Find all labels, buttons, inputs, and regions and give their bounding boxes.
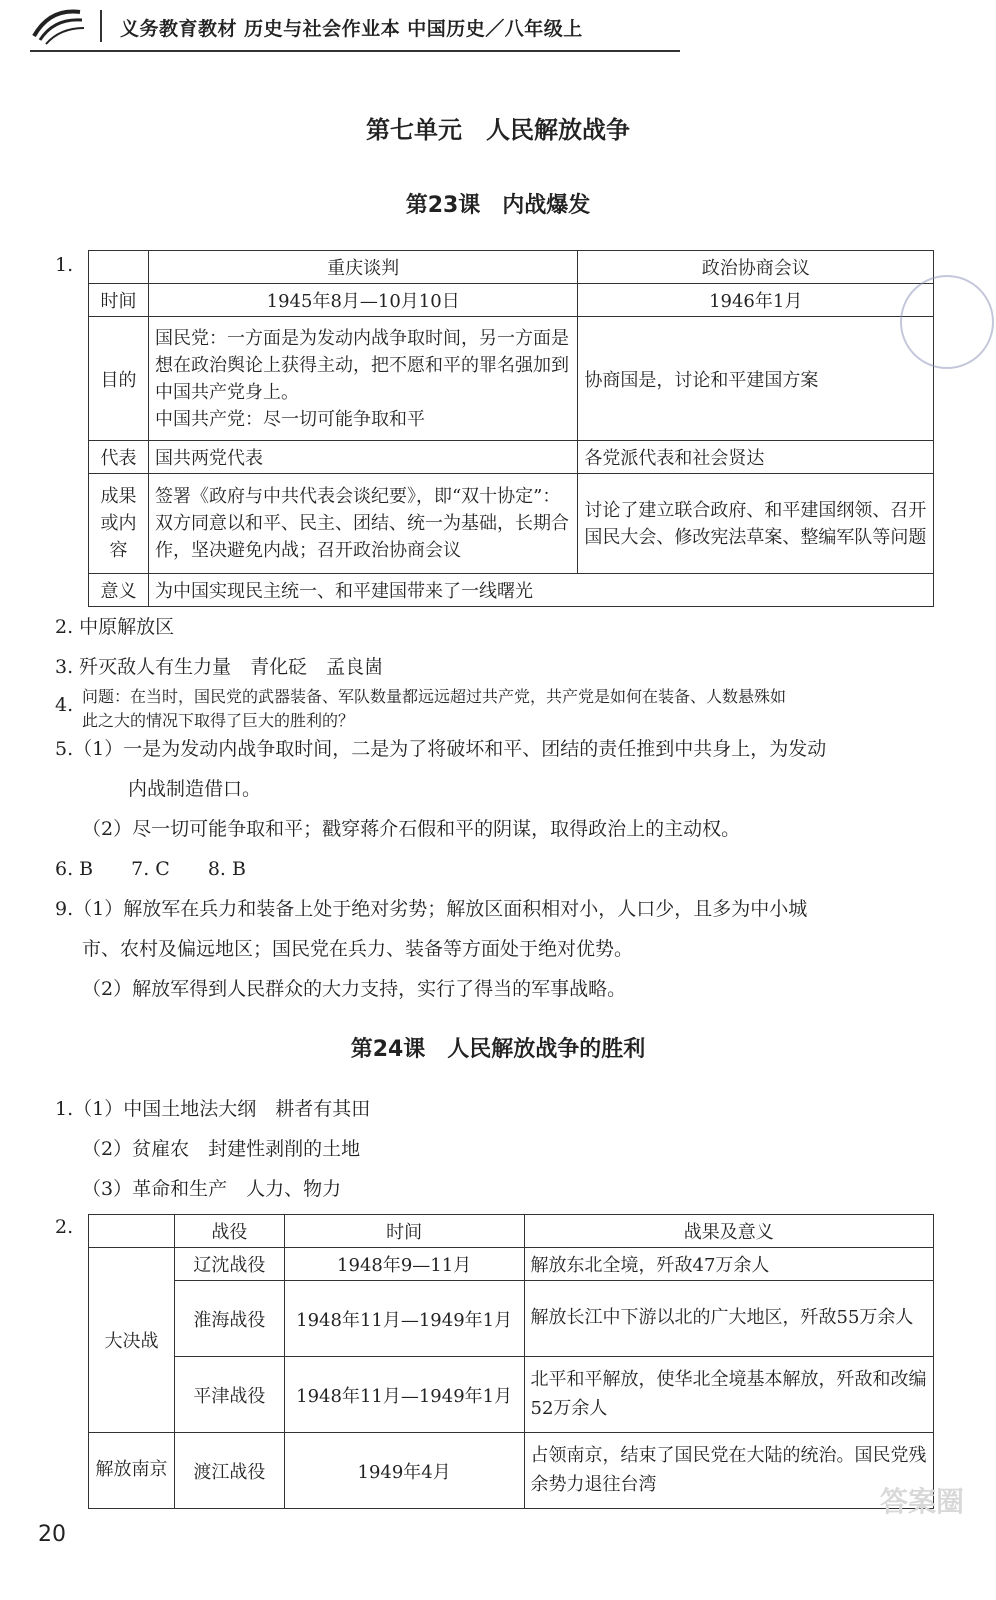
q4-number: 4. xyxy=(55,694,74,716)
l24-q1-line2: （2）贫雇农 封建性剥削的土地 xyxy=(82,1138,361,1160)
table-cell: 1949年4月 xyxy=(284,1433,524,1509)
lesson23-title: 第23课 内战爆发 xyxy=(405,193,591,218)
table-cell: 解放东北全境，歼敌47万余人 xyxy=(524,1248,934,1281)
group-label: 解放南京 xyxy=(89,1433,175,1509)
ccp-purpose: 中国共产党：尽一切可能争取和平 xyxy=(154,408,425,430)
header-separator xyxy=(100,10,102,42)
lesson24-table xyxy=(88,1214,934,1509)
q5-line2: 内战制造借口。 xyxy=(128,778,262,800)
q4-question-line1: 问题：在当时，国民党的武器装备、军队数量都远远超过共产党，共产党是如何在装备、人数悬殊如 xyxy=(82,687,787,706)
table-row xyxy=(89,251,934,284)
table-cell: 签署《政府与中共代表会谈纪要》，即“双十协定”：双方同意以和平、民主、团结、统一为基础，长期合作，坚决避免内战；召开政治协商会议 xyxy=(148,474,577,574)
lesson24-title: 第24课 人民解放战争的胜利 xyxy=(350,1037,646,1062)
table-cell: 各党派代表和社会贤达 xyxy=(578,441,934,474)
row-label: 意义 xyxy=(89,574,149,607)
header-title: 义务教育教材 历史与社会作业本 中国历史／八年级上 xyxy=(120,18,583,40)
publisher-logo-icon xyxy=(30,6,86,46)
table-cell: 1948年11月—1949年1月 xyxy=(284,1357,524,1433)
table-cell: 解放长江中下游以北的广大地区，歼敌55万余人 xyxy=(524,1281,934,1357)
table-row xyxy=(89,574,934,607)
kmt-purpose: 国民党：一方面是为发动内战争取时间，另一方面是想在政治舆论上获得主动，把不愿和平的罪名强加到中国共产党身上。 xyxy=(154,327,569,403)
table-cell xyxy=(89,251,149,284)
table-row xyxy=(89,474,934,574)
q5-line1: 5.（1）一是为发动内战争取时间，二是为了将破坏和平、团结的责任推到中共身上，为发动 xyxy=(55,738,827,760)
table-row xyxy=(89,1248,934,1281)
table-header: 时间 xyxy=(284,1215,524,1248)
table-header: 政治协商会议 xyxy=(578,251,934,284)
table-cell: 1948年11月—1949年1月 xyxy=(284,1281,524,1357)
table-cell: 1945年8月—10月10日 xyxy=(148,284,577,317)
row-label: 时间 xyxy=(89,284,149,317)
q5-line3: （2）尽一切可能争取和平；戳穿蒋介石假和平的阴谋，取得政治上的主动权。 xyxy=(82,818,741,840)
table-cell: 淮海战役 xyxy=(174,1281,284,1357)
l24-q1-line3: （3）革命和生产 人力、物力 xyxy=(82,1178,342,1200)
table-cell: 协商国是，讨论和平建国方案 xyxy=(578,317,934,441)
table-header: 战役 xyxy=(174,1215,284,1248)
table-row xyxy=(89,1357,934,1433)
q9-line3: （2）解放军得到人民群众的大力支持，实行了得当的军事战略。 xyxy=(82,978,627,1000)
q2-answer: 2. 中原解放区 xyxy=(55,616,175,638)
row-label: 目的 xyxy=(89,317,149,441)
table-header: 重庆谈判 xyxy=(148,251,577,284)
table-cell: 北平和平解放，使华北全境基本解放，歼敌和改编52万余人 xyxy=(524,1357,934,1433)
l24-q2-number: 2. xyxy=(55,1216,74,1238)
table-cell xyxy=(148,317,577,441)
unit-title: 第七单元 人民解放战争 xyxy=(366,116,630,144)
table-cell: 国共两党代表 xyxy=(148,441,577,474)
table-cell: 讨论了建立联合政府、和平建国纲领、召开国民大会、修改宪法草案、整编军队等问题 xyxy=(578,474,934,574)
q4-question-line2: 此之大的情况下取得了巨大的胜利的？ xyxy=(82,711,355,730)
q9-line2: 市、农村及偏远地区；国民党在兵力、装备等方面处于绝对优势。 xyxy=(82,938,634,960)
header-rule xyxy=(30,50,680,52)
stamp-icon xyxy=(900,275,994,369)
table-row xyxy=(89,284,934,317)
table-row xyxy=(89,317,934,441)
table-header: 战果及意义 xyxy=(524,1215,934,1248)
table-cell: 1948年9—11月 xyxy=(284,1248,524,1281)
page-header xyxy=(30,6,650,46)
table-row xyxy=(89,1433,934,1509)
row-label: 成果或内容 xyxy=(89,474,149,574)
table-cell xyxy=(89,1215,175,1248)
table-row xyxy=(89,1215,934,1248)
page-number: 20 xyxy=(38,1522,66,1547)
watermark-logo: 答案圈 xyxy=(880,1485,965,1518)
table-row xyxy=(89,441,934,474)
q9-line1: 9.（1）解放军在兵力和装备上处于绝对劣势；解放区面积相对小，人口少，且多为中小城 xyxy=(55,898,808,920)
table-cell: 1946年1月 xyxy=(578,284,934,317)
table-cell: 辽沈战役 xyxy=(174,1248,284,1281)
table-cell: 渡江战役 xyxy=(174,1433,284,1509)
table-row xyxy=(89,1281,934,1357)
row-label: 代表 xyxy=(89,441,149,474)
q3-answer: 3. 歼灭敌人有生力量 青化砭 孟良崮 xyxy=(55,656,384,678)
table-cell: 为中国实现民主统一、和平建国带来了一线曙光 xyxy=(148,574,933,607)
group-label: 大决战 xyxy=(89,1248,175,1433)
table-cell: 占领南京，结束了国民党在大陆的统治。国民党残余势力退往台湾 xyxy=(524,1433,934,1509)
lesson23-table xyxy=(88,250,934,607)
q1-number: 1. xyxy=(55,254,74,276)
l24-q1-line1: 1.（1）中国土地法大纲 耕者有其田 xyxy=(55,1098,371,1120)
table-cell: 平津战役 xyxy=(174,1357,284,1433)
q6-8-answers: 6. B 7. C 8. B xyxy=(55,858,246,880)
